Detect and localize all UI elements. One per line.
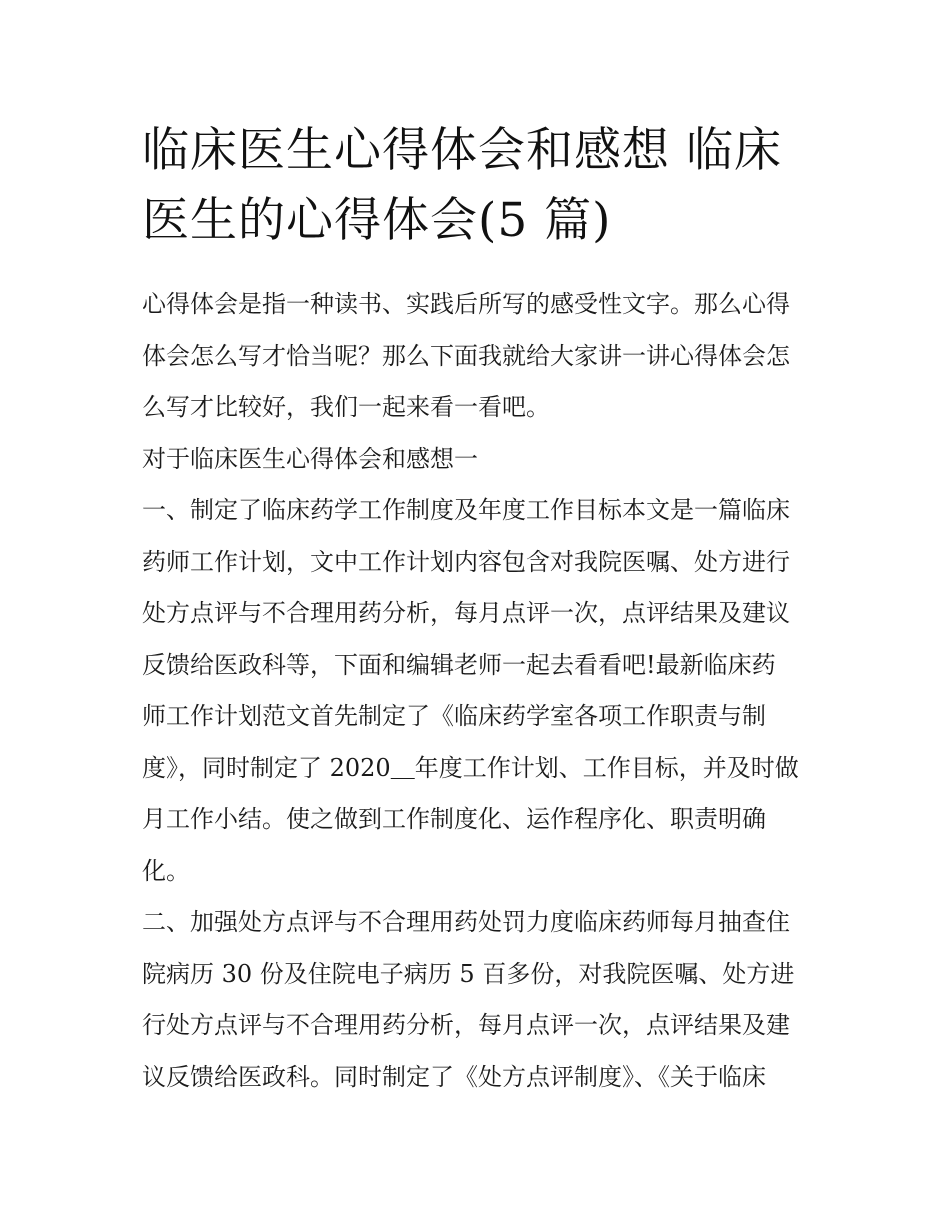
paragraph-line: 反馈给医政科等，下面和编辑老师一起去看看吧!最新临床药 <box>142 650 776 679</box>
paragraph-line: 月工作小结。使之做到工作制度化、运作程序化、职责明确 <box>142 805 766 833</box>
intro-line: 心得体会是指一种读书、实践后所写的感受性文字。那么心得 <box>142 290 790 318</box>
intro-line: 么写才比较好，我们一起来看一看吧。 <box>142 393 550 421</box>
paragraph-line: 二、加强处方点评与不合理用药处罚力度临床药师每月抽查住 <box>142 908 790 936</box>
paragraph-line: 化。 <box>142 856 190 885</box>
paragraph-line: 度》，同时制定了 2020＿年度工作计划、工作目标，并及时做 <box>142 753 799 782</box>
title-line: 临床医生心得体会和感想 临床 <box>142 123 782 178</box>
paragraph-line: 处方点评与不合理用药分析，每月点评一次，点评结果及建议 <box>142 599 790 627</box>
paragraph-line: 一、制定了临床药学工作制度及年度工作目标本文是一篇临床 <box>142 496 790 524</box>
document-body <box>142 279 832 1103</box>
paragraph-line: 院病历 30 份及住院电子病历 5 百多份，对我院医嘱、处方进 <box>142 959 795 988</box>
paragraph-line: 药师工作计划，文中工作计划内容包含对我院医嘱、处方进行 <box>142 547 790 576</box>
section-heading: 对于临床医生心得体会和感想一 <box>142 444 478 473</box>
title-line: 医生的心得体会(5 篇) <box>142 193 612 248</box>
intro-line: 体会怎么写才恰当呢？那么下面我就给大家讲一讲心得体会怎 <box>142 341 790 370</box>
paragraph-line: 议反馈给医政科。同时制定了《处方点评制度》、《关于临床 <box>142 1062 766 1091</box>
paragraph-line: 师工作计划范文首先制定了《临床药学室各项工作职责与制 <box>142 702 766 730</box>
paragraph-line: 行处方点评与不合理用药分析，每月点评一次，点评结果及建 <box>142 1011 790 1039</box>
document-title <box>142 116 832 256</box>
